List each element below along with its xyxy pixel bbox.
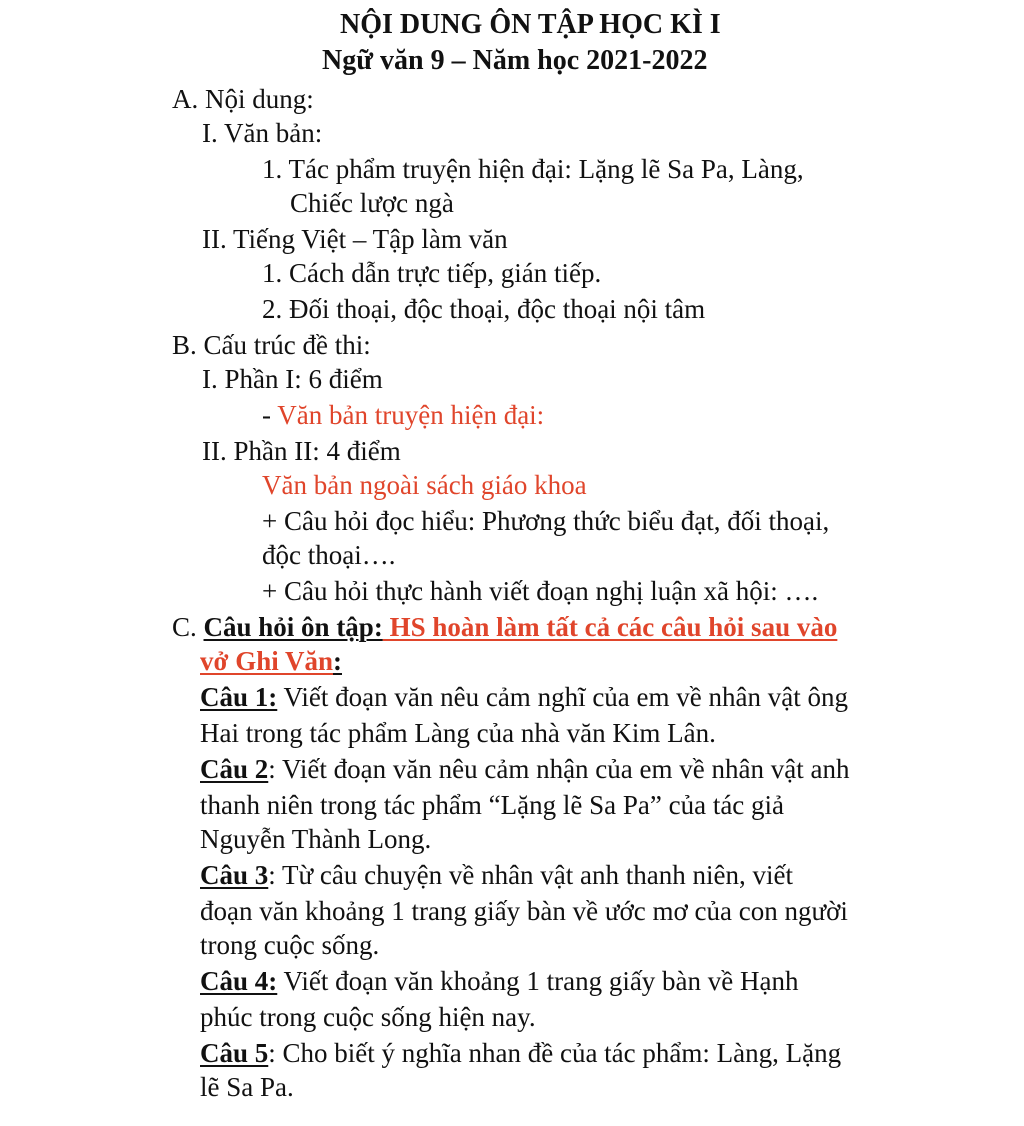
question-5-line1 [200,1036,841,1070]
section-a-part2-item1: 1. Cách dẫn trực tiếp, gián tiếp. [262,258,602,288]
section-a-part2-heading: II. Tiếng Việt – Tập làm văn [202,224,508,254]
section-b-part2-plus1-line1: + Câu hỏi đọc hiểu: Phương thức biểu đạt, đối thoại, [262,506,830,536]
question-2-label: Câu 2 [200,754,269,784]
question-2-line1 [200,752,849,786]
question-5-line2: lẽ Sa Pa. [200,1072,294,1102]
section-b-part1-bullet [262,398,544,432]
section-b-part2-heading: II. Phần II: 4 điểm [202,436,401,466]
section-b-part2-plus2: + Câu hỏi thực hành viết đoạn nghị luận xã hội: …. [262,576,819,606]
question-1-text: Viết đoạn văn nêu cảm nghĩ của em về nhân vật ông [277,682,848,712]
section-b-part2-red-text: Văn bản ngoài sách giáo khoa [262,470,587,500]
question-1-line1 [200,680,848,714]
document-title: NỘI DUNG ÔN TẬP HỌC KÌ I [340,9,721,40]
question-3-label: Câu 3 [200,860,269,890]
section-c-instruction-line1: HS hoàn làm tất cả các câu hỏi sau vào [382,612,838,642]
question-4-text: Viết đoạn văn khoảng 1 trang giấy bàn về Hạnh [277,966,799,996]
section-a-heading: A. Nội dung: [172,84,314,114]
section-a-part1-item1-line1: 1. Tác phẩm truyện hiện đại: Lặng lẽ Sa Pa, Làng, [262,154,804,184]
bullet-text-red: Văn bản truyện hiện đại: [277,400,545,430]
question-2-line3: Nguyễn Thành Long. [200,824,432,854]
section-a-part1-item1-line2: Chiếc lược ngà [290,188,454,218]
question-3-text: : Từ câu chuyện về nhân vật anh thanh niên, viết [268,860,793,890]
question-5-label: Câu 5 [200,1038,269,1068]
question-3-line3: trong cuộc sống. [200,930,380,960]
question-3-line2: đoạn văn khoảng 1 trang giấy bàn về ước mơ của con người [200,896,848,926]
question-4-line2: phúc trong cuộc sống hiện nay. [200,1002,536,1032]
question-5-text: : Cho biết ý nghĩa nhan đề của tác phẩm: Làng, Lặng [268,1038,842,1068]
question-3-line1 [200,858,793,892]
section-c-prefix: C. [172,612,204,642]
section-c-instruction-line2-wrap [200,644,342,678]
section-b-part1-heading: I. Phần I: 6 điểm [202,364,383,394]
bullet-dash: - [262,400,278,430]
section-c-instruction-line2: vở Ghi Văn [200,646,333,676]
section-c-label: Câu hỏi ôn tập: [203,612,383,642]
question-4-label: Câu 4: [200,966,278,996]
section-a-part1-heading: I. Văn bản: [202,118,323,148]
section-c-instruction-colon: : [333,646,342,676]
question-1-line2: Hai trong tác phẩm Làng của nhà văn Kim Lân. [200,718,716,748]
section-a-part2-item2: 2. Đối thoại, độc thoại, độc thoại nội tâm [262,294,706,324]
section-c-heading [172,610,837,644]
section-b-part2-plus1-line2: độc thoại…. [262,540,396,570]
section-b-heading: B. Cấu trúc đề thi: [172,330,371,360]
question-2-line2: thanh niên trong tác phẩm “Lặng lẽ Sa Pa” của tác giả [200,790,785,820]
question-2-text: : Viết đoạn văn nêu cảm nhận của em về nhân vật anh [268,754,850,784]
document-subtitle: Ngữ văn 9 – Năm học 2021-2022 [322,45,708,76]
question-1-label: Câu 1: [200,682,278,712]
question-4-line1 [200,964,799,998]
